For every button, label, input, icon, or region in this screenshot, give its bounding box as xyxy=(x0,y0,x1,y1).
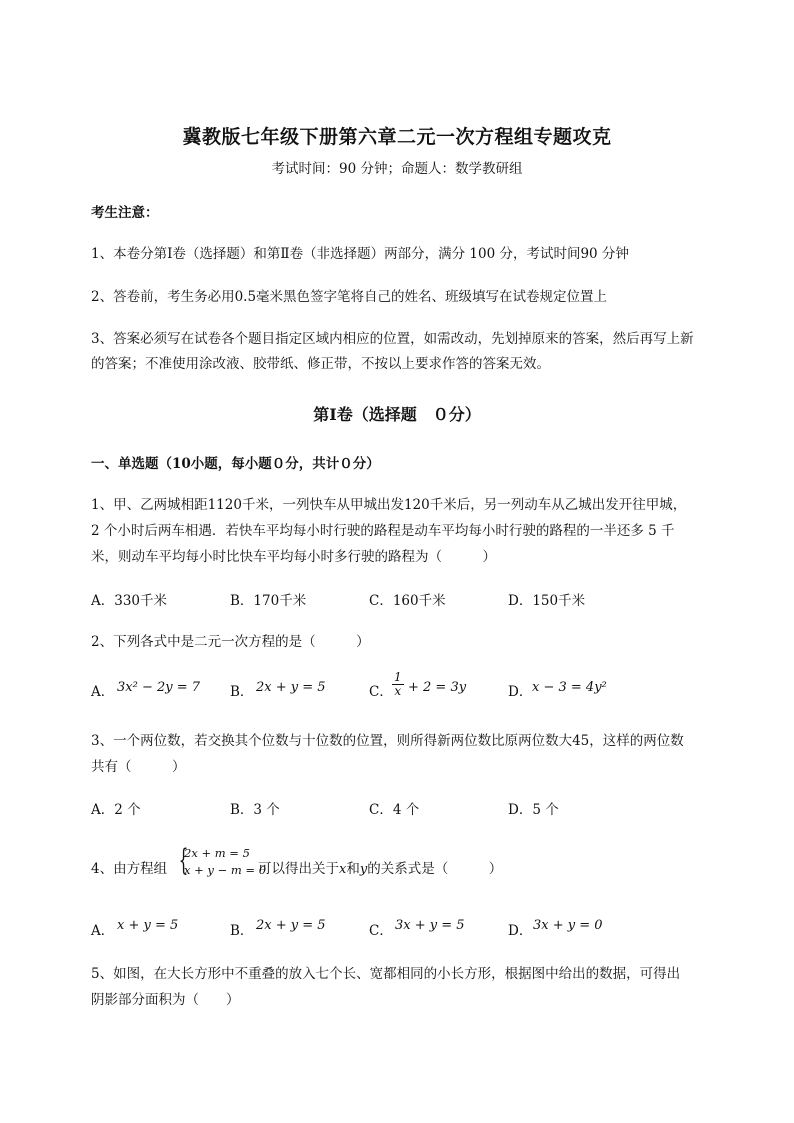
q5-line-2: 阴影部分面积为（ ） xyxy=(91,992,240,1008)
q3-option-c: C．4 个 xyxy=(369,802,420,818)
q4-option-c-expr: 3x + y = 5 xyxy=(395,918,465,933)
q2-option-c-numerator: 1 xyxy=(394,670,402,684)
q4-system-eq-2: x + y − m = 0 xyxy=(184,863,267,877)
notice-item-3-line-1: 3、答案必须写在试卷各个题目指定区域内相应的位置，如需改动，先划掉原来的答案，然后再写上新 xyxy=(91,331,694,347)
notice-item-2: 2、答卷前，考生务必用0.5毫米黑色签字笔将自己的姓名、班级填写在试卷规定位置上 xyxy=(91,289,608,305)
q2-option-c-expr: + 2 = 3y xyxy=(408,680,467,695)
q1-option-d: D．150千米 xyxy=(508,593,586,609)
q4-var-x: x xyxy=(339,862,347,877)
exam-subtitle: 考试时间：90 分钟；命题人：数学教研组 xyxy=(271,161,523,177)
q2-option-d-label: D． xyxy=(508,684,533,700)
exam-title: 冀教版七年级下册第六章二元一次方程组专题攻克 xyxy=(182,126,612,148)
part-heading: 一、单选题（10小题，每小题０分，共计０分） xyxy=(91,456,380,472)
q4-option-b-label: B． xyxy=(230,923,254,939)
q1-line-2: 2 个小时后两车相遇．若快车平均每小时行驶的路程是动车平均每小时行驶的路程的一半还多 5 千 xyxy=(91,523,675,539)
q5-line-1: 5、如图，在大长方形中不重叠的放入七个长、宽都相同的小长方形，根据图中给出的数据，可得出 xyxy=(91,966,681,982)
q3-line-2: 共有（ ） xyxy=(91,759,186,775)
q1-option-a: A．330千米 xyxy=(91,593,168,609)
q4-suffix-a: 可以得出关于 xyxy=(258,861,339,877)
q2-option-b-label: B． xyxy=(230,684,254,700)
q4-suffix-c: 的关系式是（ ） xyxy=(367,861,503,877)
q4-option-d-expr: 3x + y = 0 xyxy=(533,918,603,933)
q1-line-1: 1、甲、乙两城相距1120千米，一列快车从甲城出发120千米后，另一列动车从乙城出发开往甲城， xyxy=(91,497,687,513)
q3-line-1: 3、一个两位数，若交换其个位数与十位数的位置，则所得新两位数比原两位数大45，这样的两位数 xyxy=(91,733,684,749)
q4-suffix xyxy=(258,857,502,877)
q4-option-a-label: A． xyxy=(91,923,115,939)
q4-system-brace: { xyxy=(178,843,189,878)
q4-option-c-label: C． xyxy=(369,923,393,939)
q2-option-d-expr: x − 3 = 4y² xyxy=(532,680,607,695)
q2-option-c-denominator: x xyxy=(394,684,402,698)
q1-line-3: 米，则动车平均每小时比快车平均每小时多行驶的路程为（ ） xyxy=(91,549,496,565)
q2-option-a-expr: 3x² − 2y = 7 xyxy=(117,680,201,695)
q1-option-c: C．160千米 xyxy=(369,593,446,609)
q4-option-a-expr: x + y = 5 xyxy=(117,918,179,933)
q4-var-y: y xyxy=(359,862,368,877)
notice-item-3-line-2: 的答案；不准使用涂改液、胶带纸、修正带，不按以上要求作答的答案无效。 xyxy=(91,356,550,372)
notice-heading: 考生注意： xyxy=(91,205,159,221)
q2-stem: 2、下列各式中是二元一次方程的是（ ） xyxy=(91,634,370,650)
q4-system-eq-1: 2x + m = 5 xyxy=(184,846,250,860)
q3-option-a: A．2 个 xyxy=(91,802,141,818)
q2-option-a-label: A． xyxy=(91,684,115,700)
notice-item-1: 1、本卷分第Ⅰ卷（选择题）和第Ⅱ卷（非选择题）两部分，满分 100 分，考试时间90 分钟 xyxy=(91,246,629,262)
q1-option-b: B．170千米 xyxy=(230,593,307,609)
q4-option-d-label: D． xyxy=(508,923,533,939)
q4-system xyxy=(184,845,266,879)
q4-option-b-expr: 2x + y = 5 xyxy=(256,918,326,933)
q4-prefix: 4、由方程组 xyxy=(91,861,168,877)
q2-option-c-label: C． xyxy=(369,684,393,700)
q3-option-b: B．3 个 xyxy=(230,802,280,818)
q4-suffix-b: 和 xyxy=(346,861,360,877)
q3-option-d: D．5 个 xyxy=(508,802,559,818)
q2-option-c-fraction xyxy=(392,671,404,698)
section-title: 第Ⅰ卷（选择题 ０分） xyxy=(313,405,481,424)
q2-option-b-expr: 2x + y = 5 xyxy=(256,680,326,695)
